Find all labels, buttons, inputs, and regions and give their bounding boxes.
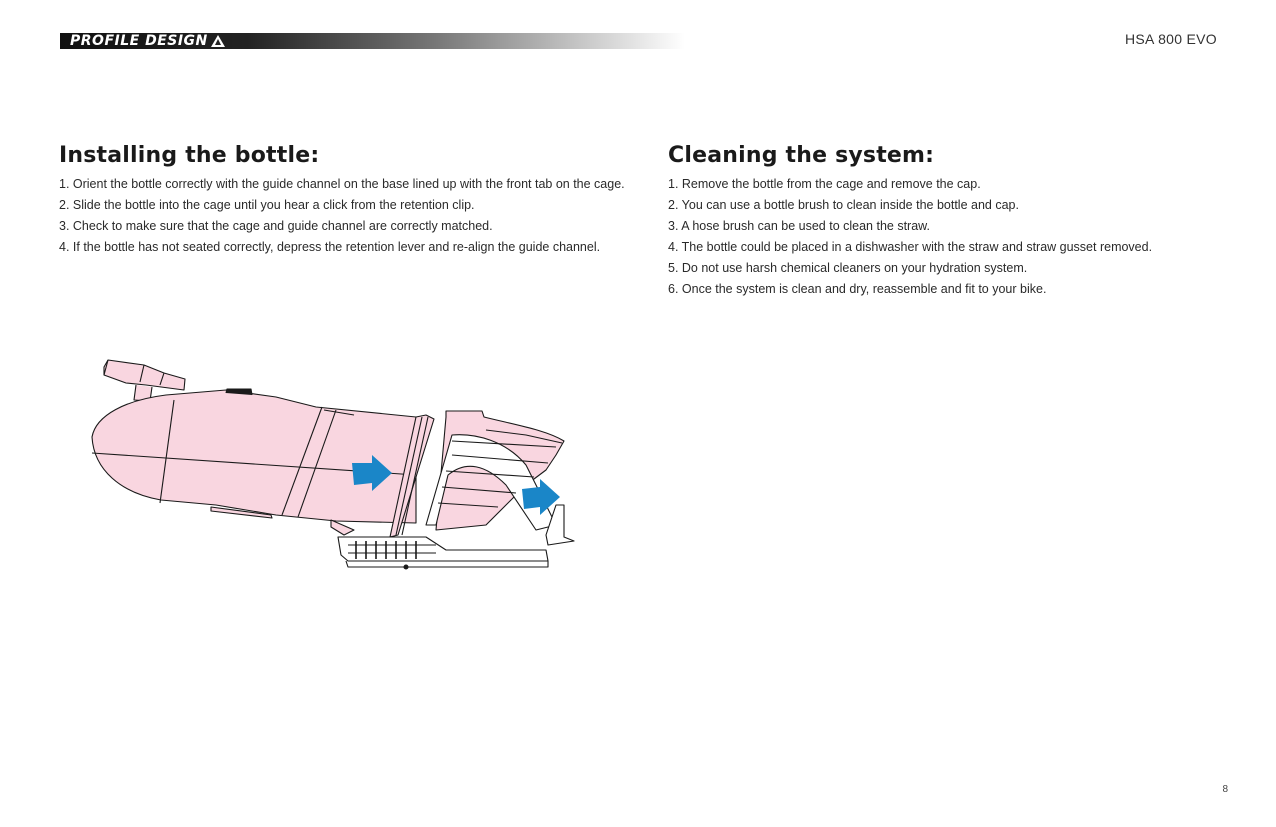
list-item: 4. If the bottle has not seated correctly, depress the retention lever and re-align the guide channel. [59,240,601,254]
list-item: 3. Check to make sure that the cage and guide channel are correctly matched. [59,219,493,233]
list-item: 2. Slide the bottle into the cage until you hear a click from the retention clip. [59,198,475,212]
list-item: 1. Orient the bottle correctly with the guide channel on the base lined up with the front tab on the cage. [59,177,625,191]
brand-triangle-icon [211,35,225,47]
bottle-cage [390,411,574,545]
brand-wordmark: PROFILE DESIGN [70,33,208,49]
list-item: 6. Once the system is clean and dry, reassemble and fit to your bike. [668,282,1047,296]
cleaning-steps [668,174,1228,300]
list-item: 5. Do not use harsh chemical cleaners on your hydration system. [668,261,1028,275]
bottle-body [92,389,416,535]
installing-section [59,143,639,258]
installing-steps [59,174,639,258]
product-name: HSA 800 EVO [1124,31,1217,47]
mount-base [338,537,548,569]
cleaning-section [668,143,1228,300]
cleaning-heading: Cleaning the system: [668,143,935,168]
page-number: 8 [1222,784,1228,795]
list-item: 4. The bottle could be placed in a dishwasher with the straw and straw gusset removed. [668,240,1153,254]
list-item: 2. You can use a bottle brush to clean inside the bottle and cap. [668,198,1019,212]
list-item: 3. A hose brush can be used to clean the straw. [668,219,930,233]
bottle-installation-illustration [86,355,586,575]
installing-heading: Installing the bottle: [59,143,320,168]
list-item: 1. Remove the bottle from the cage and remove the cap. [668,177,981,191]
brand-logo [70,32,225,50]
